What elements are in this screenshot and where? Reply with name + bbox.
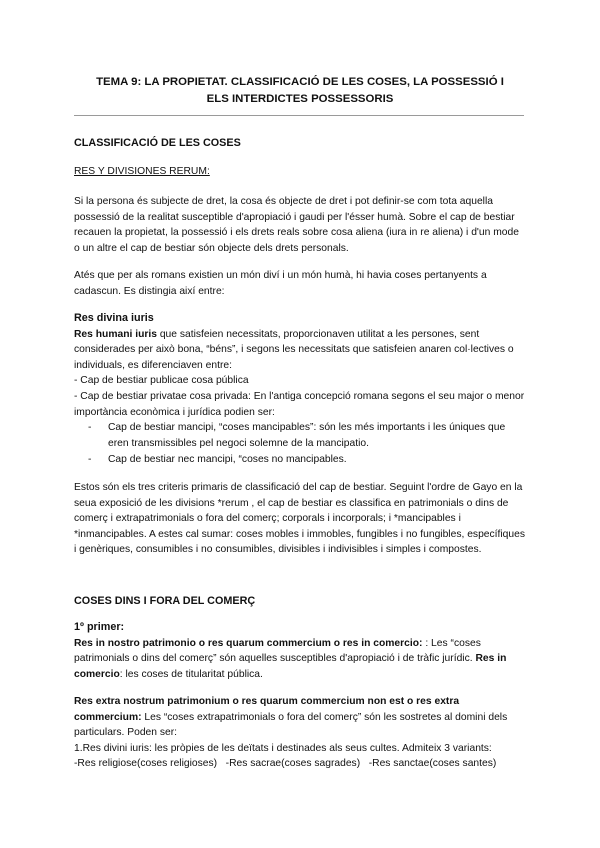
res-divina-heading: Res divina iuris: [74, 312, 154, 324]
extra-commercium-text: Les “coses extrapatrimonials o fora del comerç” són les sostretes al domini dels particulars. Poden ser:: [74, 711, 508, 739]
section-heading-classification: CLASSIFICACIÓ DE LES COSES: [74, 137, 241, 149]
paragraph-two-worlds: Atés que per als romans existien un món diví i un món humà, hi havia coses pertanyents a cadascun. Es distingia així entre:: [74, 270, 487, 297]
in-comercio-text: : les coses de titularitat pública.: [119, 668, 263, 680]
res-divina-block: [74, 311, 526, 420]
subheading-res-divisiones: RES Y DIVISIONES RERUM:: [74, 166, 210, 177]
res-humani-term: Res humani iuris: [74, 328, 157, 340]
res-divini-line: 1.Res divini iuris: les pròpies de les deïtats i destinades als seus cultes. Admiteix 3 variants:: [74, 742, 492, 754]
extra-commercium-paragraph: [74, 694, 526, 741]
title-line-1: TEMA 9: LA PROPIETAT. CLASSIFICACIÓ DE LES COSES, LA POSSESSIÓ I: [96, 76, 504, 88]
res-humani-text: que satisfeien necessitats, proporcionaven utilitat a les persones, sent considerades per això bona, “béns”, i segons les necessitats que satisfeien anaren col·lectives o individuals, es diferenciaven entre:: [74, 328, 514, 371]
item-publicae: - Cap de bestiar publicae cosa pública: [74, 375, 249, 387]
list-dash: -: [88, 422, 92, 433]
list-item-mancipi: [88, 420, 526, 451]
in-nostro-term: Res in nostro patrimonio o res quarum commercium o res in comercio:: [74, 637, 423, 649]
first-classification-block: [74, 620, 526, 682]
in-nostro-paragraph: [74, 636, 526, 683]
page-title: [70, 74, 530, 108]
mancipi-text: Cap de bestiar mancipi, “coses mancipables”: són les més importants i les úniques que eren transmissibles pel negoci solemne de la mancipatio.: [108, 422, 506, 449]
first-label: 1º primer:: [74, 621, 125, 633]
list-item-nec-mancipi: [88, 452, 526, 468]
res-humani-paragraph: [74, 327, 526, 374]
extra-commercium-block: [74, 694, 526, 772]
in-nostro-text: : Les “coses patrimonials o dins del comerç” són aquelles susceptibles d'apropiació i de tràfic jurídic.: [74, 637, 481, 665]
extra-commercium-term: Res extra nostrum patrimonium o res quarum commercium non est o res extra commercium:: [74, 696, 460, 723]
title-line-2: ELS INTERDICTES POSSESSORIS: [206, 93, 394, 105]
title-divider: [74, 115, 524, 116]
in-comercio-term: Res in comercio: [74, 653, 507, 680]
section-heading-commerce: COSES DINS I FORA DEL COMERÇ: [74, 595, 256, 607]
item-privatae: - Cap de bestiar privatae cosa privada: En l'antiga concepció romana segons el seu major o menor importància econòmica i jurídica podien ser:: [74, 390, 525, 418]
nec-mancipi-text: Cap de bestiar nec mancipi, “coses no mancipables.: [108, 454, 347, 465]
list-dash: -: [88, 454, 92, 465]
paragraph-definition: Si la persona és subjecte de dret, la cosa és objecte de dret i pot definir-se com tota aquella possessió de la realitat susceptible d'apropiació i gaudi per l'ésser humà. Sobre el cap de bestiar recauen la propietat, la possessió i els drets reals sobre cosa aliena (iura in re aliena) i d'un mode o un altre el cap de bestiar són objecte dels drets personals.: [74, 196, 519, 254]
res-variants-line: -Res religiose(coses religioses) -Res sacrae(coses sagrades) -Res sanctae(coses santes): [74, 758, 497, 770]
paragraph-criteria: Estos són els tres criteris primaris de classificació del cap de bestiar. Seguint l'ordre de Gayo en la seua exposició de les divisions *rerum , el cap de bestiar es classifica en patrimonials o dins de comerç i extrapatrimonials o fora del comerç; corporals i incorporals; i *mancipables i *inmancipables. A estes cal sumar: coses mobles i immobles, fungibles i no fungibles, específiques i genèriques, consumibles i no consumibles, divisibles i indivisibles i simples i compostes.: [74, 482, 526, 556]
